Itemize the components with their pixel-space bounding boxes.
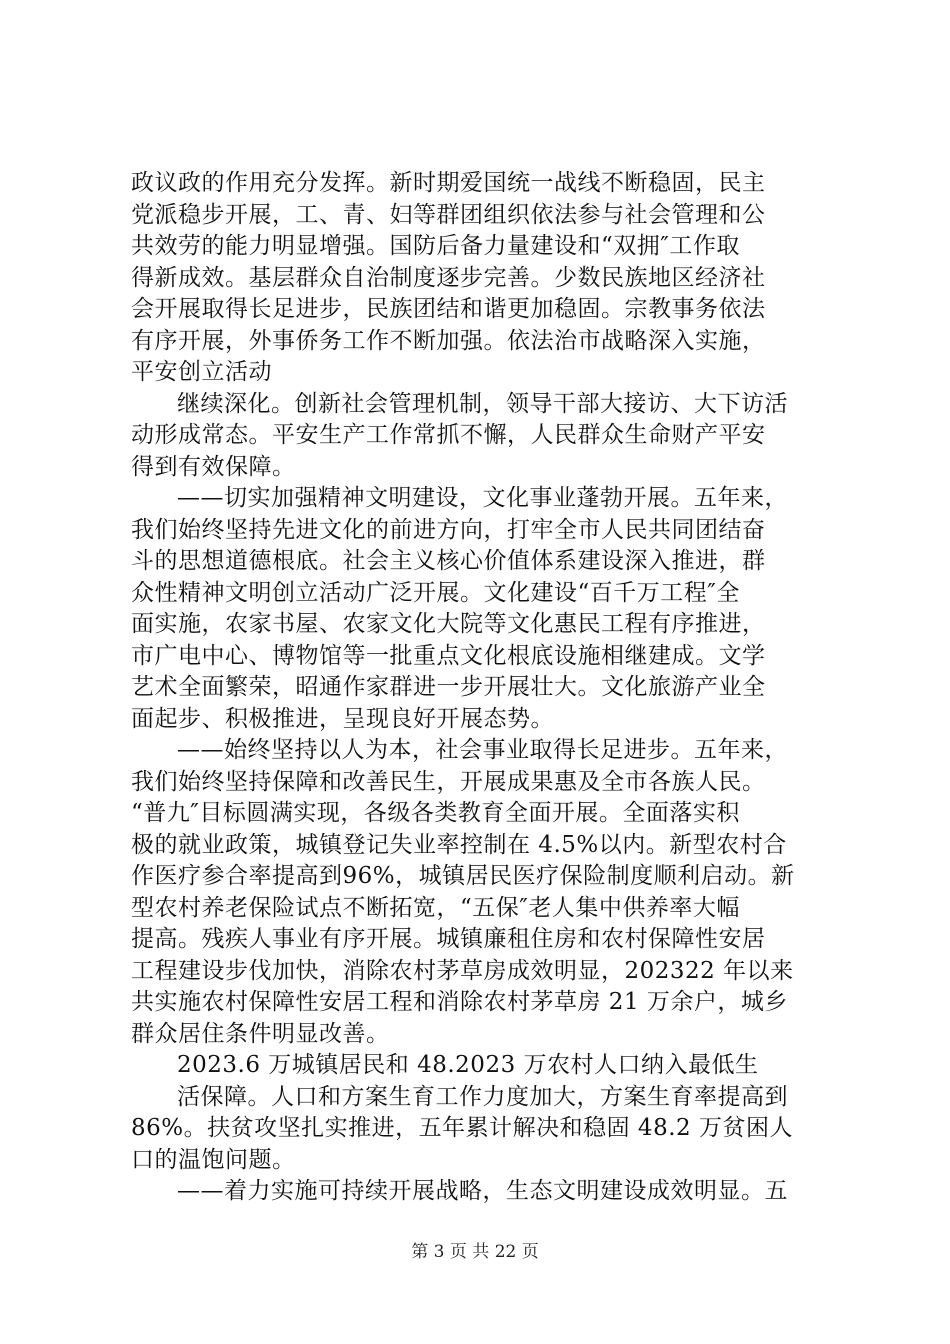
text-line: 群众居住条件明显改善。 bbox=[131, 1020, 390, 1047]
text-line: 我们始终坚持保障和改善民生，开展成果惠及全市各族人民。 bbox=[131, 768, 766, 795]
text-line: 作医疗参合率提高到96%，城镇居民医疗保险制度顺利启动。新 bbox=[131, 863, 795, 889]
text-line: 口的温饱问题。 bbox=[131, 1146, 296, 1173]
text-line: 型农村养老保险试点不断拓宽，“五保″老人集中供养率大幅 bbox=[131, 894, 740, 921]
text-line: ——始终坚持以人为本，社会事业取得长足进步。五年来， bbox=[177, 737, 788, 763]
text-line: 活保障。人口和方案生育工作力度加大，方案生育率提高到 bbox=[177, 1083, 788, 1110]
text-line: 我们始终坚持先进文化的前进方向，打牢全市人民共同团结奋 bbox=[131, 516, 766, 543]
text-line: ——切实加强精神文明建设，文化事业蓬勃开展。五年来， bbox=[177, 485, 788, 511]
text-line: 动形成常态。平安生产工作常抓不懈，人民群众生命财产平安 bbox=[131, 422, 766, 448]
text-line: 得新成效。基层群众自治制度逐步完善。少数民族地区经济社 bbox=[131, 264, 766, 291]
text-line: 提高。残疾人事业有序开展。城镇廉租住房和农村保障性安居 bbox=[131, 926, 766, 952]
text-line: 政议政的作用充分发挥。新时期爱国统一战线不断稳固，民主 bbox=[131, 170, 766, 196]
text-line: 艺术全面繁荣，昭通作家群进一步开展壮大。文化旅游产业全 bbox=[131, 674, 766, 700]
text-line: 共实施农村保障性安居工程和消除农村茅草房 21 万余户，城乡 bbox=[131, 989, 788, 1015]
body-text bbox=[131, 168, 831, 1208]
text-line: 继续深化。创新社会管理机制，领导干部大接访、大下访活 bbox=[177, 390, 788, 417]
page-footer: 第 3 页 共 22 页 bbox=[411, 1242, 539, 1262]
text-line: 面起步、积极推进，呈现良好开展态势。 bbox=[131, 705, 554, 732]
text-line: 共效劳的能力明显增强。国防后备力量建设和“双拥″工作取 bbox=[131, 233, 740, 259]
text-line: “普九″目标圆满实现，各级各类教育全面开展。全面落实积 bbox=[131, 800, 740, 826]
text-line: ——着力实施可持续开展战略，生态文明建设成效明显。五 bbox=[177, 1178, 788, 1204]
text-line: 市广电中心、博物馆等一批重点文化根底设施相继建成。文学 bbox=[131, 642, 766, 669]
text-line: 极的就业政策，城镇登记失业率控制在 4.5%以内。新型农村合 bbox=[131, 831, 787, 858]
text-line: 有序开展，外事侨务工作不断加强。依法治市战略深入实施， bbox=[131, 327, 766, 354]
text-line: 众性精神文明创立活动广泛开展。文化建设“百千万工程″全 bbox=[131, 579, 740, 606]
text-line: 面实施，农家书屋、农家文化大院等文化惠民工程有序推进， bbox=[131, 611, 766, 637]
text-line: 党派稳步开展，工、青、妇等群团组织依法参与社会管理和公 bbox=[131, 201, 766, 228]
text-line: 86%。扶贫攻坚扎实推进，五年累计解决和稳固 48.2 万贫困人 bbox=[131, 1115, 793, 1141]
text-line: 平安创立活动 bbox=[131, 359, 272, 385]
text-line: 得到有效保障。 bbox=[131, 453, 296, 480]
text-line: 斗的思想道德根底。社会主义核心价值体系建设深入推进，群 bbox=[131, 548, 766, 574]
text-line: 会开展取得长足进步，民族团结和谐更加稳固。宗教事务依法 bbox=[131, 296, 766, 322]
text-line: 工程建设步伐加快，消除农村茅草房成效明显，202322 年以来 bbox=[131, 957, 794, 984]
text-line: 2023.6 万城镇居民和 48.2023 万农村人口纳入最低生 bbox=[177, 1052, 759, 1078]
